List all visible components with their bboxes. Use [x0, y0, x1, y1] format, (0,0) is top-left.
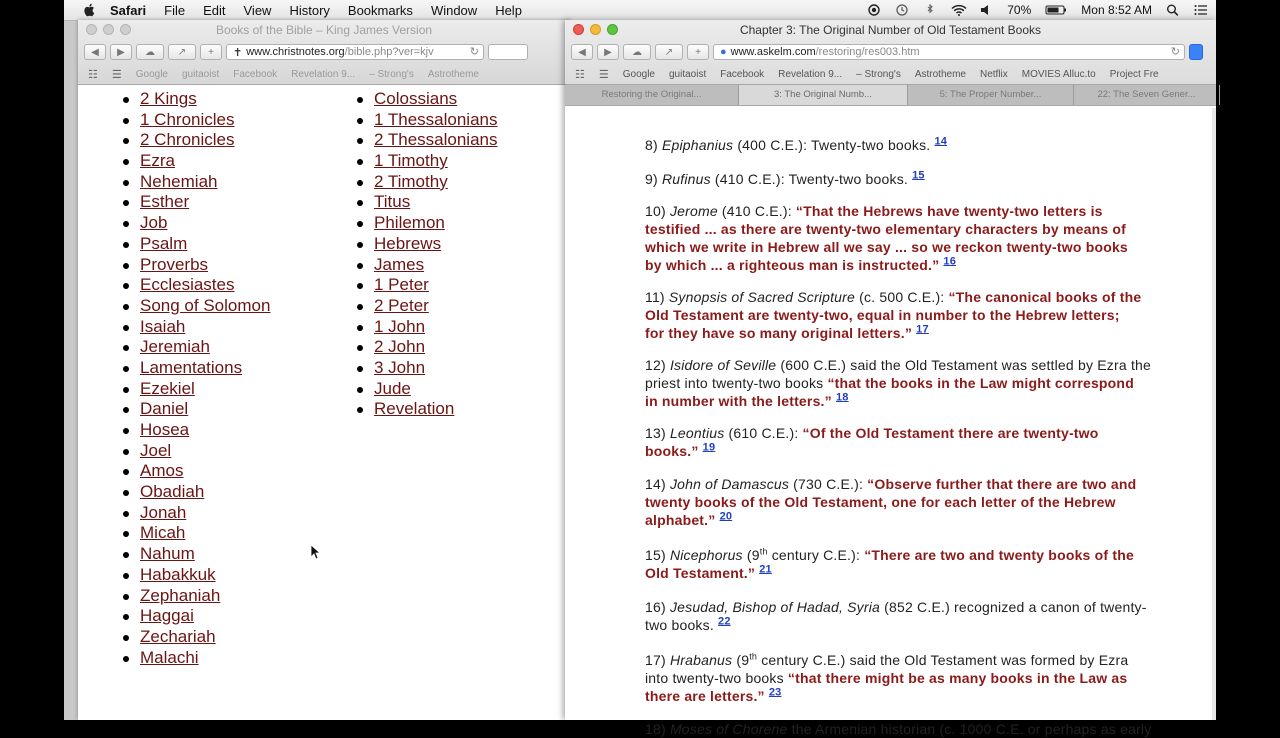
quote-text: there are letters.” [645, 688, 765, 704]
book-list-item [374, 172, 498, 193]
book-link[interactable]: Habakkuk [140, 564, 216, 584]
bookmark-link[interactable]: Revelation 9... [778, 68, 843, 80]
book-link[interactable]: 1 Peter [374, 275, 429, 295]
book-link[interactable]: 2 Thessalonians [374, 130, 498, 150]
footnote-link[interactable]: 16 [943, 255, 957, 268]
book-link[interactable]: Colossians [374, 89, 458, 108]
book-list-item [374, 151, 498, 172]
footnote-link[interactable]: 15 [912, 169, 925, 182]
book-list-item [140, 110, 270, 131]
entry-number: 16) [645, 599, 666, 615]
book-list-item [140, 379, 270, 400]
footnote-link[interactable]: 20 [719, 510, 733, 523]
book-list-item [140, 192, 270, 213]
book-list-item [140, 586, 270, 607]
quote-text: for they have so many original letters.” [645, 325, 913, 341]
menubar-clock[interactable]: Mon 8:52 AM [1081, 3, 1152, 17]
close-button[interactable] [86, 24, 97, 35]
left-bookmarks-bar [78, 64, 570, 84]
quote-text: “There are two and twenty books of the [864, 547, 1134, 563]
entry-text: (610 C.E.): [724, 425, 803, 441]
right-window-controls [573, 24, 618, 35]
book-link[interactable]: 1 Timothy [374, 151, 448, 171]
url-path: /restoring/res003.htm [815, 46, 920, 58]
book-list-item [140, 213, 270, 234]
right-window-title: Chapter 3: The Original Number of Old Testament Books [739, 23, 1042, 37]
reload-icon[interactable]: ↻ [1170, 46, 1180, 58]
book-list-item [140, 255, 270, 276]
book-list-item [374, 255, 498, 276]
spotlight-search-icon[interactable] [1166, 4, 1180, 16]
new-testament-list [374, 89, 498, 420]
entry-text: the Armenian historian (c. 1000 C.E. or perhaps as early [787, 721, 1152, 737]
book-link[interactable]: Jude [374, 378, 411, 398]
menu-bookmarks[interactable]: Bookmarks [347, 2, 413, 18]
close-button[interactable] [573, 24, 584, 35]
book-list-item [374, 130, 498, 151]
quote-text: Old Testament.” [645, 565, 756, 581]
entry-text: (852 C.E.) recognized a canon of twenty- [880, 599, 1147, 615]
bookmark-link[interactable]: Facebook [720, 68, 765, 80]
address-bar[interactable] [713, 44, 1185, 60]
old-testament-list [140, 89, 270, 668]
quote-text: books.” [645, 443, 699, 459]
reader-button[interactable] [1189, 44, 1203, 60]
books-of-bible-list [78, 86, 570, 720]
record-icon[interactable] [867, 4, 881, 16]
back-button[interactable]: ◀ [571, 44, 593, 60]
author-name: Jerome [669, 203, 718, 219]
book-list-item [140, 399, 270, 420]
page-scrollbar[interactable] [1212, 108, 1216, 720]
list-item [645, 720, 1225, 738]
book-list-item [140, 648, 270, 669]
author-name: Rufinus [661, 171, 711, 187]
footnote-link[interactable]: 17 [916, 323, 929, 336]
author-name: Epiphanius [661, 137, 734, 153]
book-link[interactable]: James [374, 254, 425, 274]
entry-text: (400 C.E.): Twenty-two books. [733, 137, 935, 153]
book-link[interactable]: Nehemiah [140, 171, 218, 191]
author-name: Hrabanus [669, 652, 733, 668]
zoom-button[interactable] [607, 24, 618, 35]
quote-text: “that there might be as many books in the Law as [787, 670, 1128, 686]
book-list-item [140, 172, 270, 193]
icloud-tabs-button[interactable]: ☁ [623, 44, 651, 60]
book-list-item [374, 317, 498, 338]
book-link[interactable]: 3 John [374, 357, 426, 377]
book-link[interactable]: 2 Timothy [374, 171, 448, 191]
list-item [645, 475, 1225, 529]
url-host: www.askelm.com [730, 46, 816, 58]
book-list-item [374, 275, 498, 296]
list-item [645, 424, 1225, 460]
list-item [645, 136, 1225, 154]
reading-list-icon[interactable]: ☷ [575, 68, 585, 81]
book-link[interactable]: 2 Kings [140, 89, 197, 108]
book-list-item [140, 523, 270, 544]
book-list-item [374, 234, 498, 255]
menu-view[interactable]: View [243, 2, 272, 18]
footnote-link[interactable]: 23 [768, 686, 782, 699]
reading-list-icon[interactable]: ☷ [88, 68, 98, 81]
list-item [645, 356, 1225, 410]
book-list-item [140, 151, 270, 172]
right-window-titlebar [565, 20, 1216, 40]
book-link[interactable]: Haggai [140, 606, 194, 626]
book-list-item [140, 565, 270, 586]
menu-bar [64, 0, 1216, 21]
left-window-titlebar [78, 20, 570, 40]
book-list-item [140, 234, 270, 255]
footnote-link[interactable]: 14 [934, 135, 948, 148]
right-browser-window [565, 20, 1216, 737]
book-link[interactable]: Proverbs [140, 254, 209, 274]
author-name: Leontius [669, 425, 725, 441]
book-link[interactable]: Daniel [140, 399, 189, 419]
share-button[interactable]: ↗ [655, 44, 683, 60]
entry-number: 12) [645, 357, 666, 373]
quote-text: “Of the Old Testament there are twenty-two [802, 425, 1099, 441]
share-button[interactable]: ↗ [168, 44, 196, 60]
quote-text: “That the Hebrews have twenty-two letters is [795, 203, 1103, 219]
entry-number: 15) [645, 547, 666, 563]
book-list-item [140, 544, 270, 565]
book-link[interactable]: 2 John [374, 337, 426, 357]
book-list-item [374, 89, 498, 110]
entry-text: (410 C.E.): Twenty-two books. [710, 171, 913, 187]
book-link[interactable]: 1 John [374, 316, 426, 336]
book-list-item [140, 606, 270, 627]
book-link[interactable]: Ezra [140, 151, 175, 171]
book-link[interactable]: Revelation [374, 399, 455, 419]
list-item [645, 288, 1225, 342]
ordinal-suffix: th [749, 651, 758, 662]
book-list-item [374, 213, 498, 234]
left-browser-window [78, 20, 570, 720]
zoom-button[interactable] [120, 24, 131, 35]
book-list-item [374, 399, 498, 420]
entry-text: priest into twenty-two books [645, 375, 828, 391]
book-list-item [140, 317, 270, 338]
entry-text: into twenty-two books [645, 670, 788, 686]
book-list-item [140, 358, 270, 379]
quote-text: “Observe further that there are two and [867, 476, 1137, 492]
entry-text: century C.E.) said the Old Testament was formed by Ezra [757, 652, 1129, 668]
battery-icon[interactable] [1045, 4, 1067, 16]
book-list-item [374, 110, 498, 131]
book-link[interactable]: Hebrews [374, 233, 442, 253]
bookmark-link[interactable]: guitaoist [669, 68, 707, 80]
author-name: Synopsis of Sacred Scripture [668, 289, 856, 305]
volume-icon[interactable] [979, 4, 993, 16]
tab-restoring[interactable]: Restoring the Original... [565, 85, 739, 105]
book-link[interactable]: Jonah [140, 502, 187, 522]
book-list-item [140, 275, 270, 296]
wifi-icon[interactable] [951, 4, 965, 16]
book-link[interactable]: Lamentations [140, 357, 243, 377]
footnote-link[interactable]: 22 [718, 615, 731, 628]
forward-button[interactable]: ▶ [597, 44, 619, 60]
new-tab-button[interactable]: + [687, 44, 709, 60]
author-name: Jesudad, Bishop of Hadad, Syria [669, 599, 881, 615]
minimize-button[interactable] [590, 24, 601, 35]
site-favicon-icon: ✝ [233, 46, 243, 59]
book-link[interactable]: 1 Thessalonians [374, 109, 498, 129]
entry-text: (730 C.E.): [789, 476, 868, 492]
bookmark-link[interactable]: Google [135, 68, 168, 80]
icloud-tabs-button[interactable]: ☁ [136, 44, 164, 60]
bookmark-link[interactable]: – Strong's [856, 68, 901, 80]
left-window-controls [86, 24, 131, 35]
quote-text: alphabet.” [645, 512, 716, 528]
book-list-item [140, 627, 270, 648]
book-list-item [140, 503, 270, 524]
book-link[interactable]: Philemon [374, 213, 445, 233]
tab-proper-number[interactable]: 5: The Proper Number... [908, 85, 1074, 105]
bookmark-link[interactable]: Project Fre [1109, 68, 1159, 80]
book-list-item [374, 379, 498, 400]
book-list-item [374, 358, 498, 379]
footnote-link[interactable]: 19 [702, 441, 716, 454]
book-link[interactable]: Song of Solomon [140, 295, 271, 315]
book-list-item [140, 461, 270, 482]
footnote-link[interactable]: 21 [759, 563, 772, 576]
book-link[interactable]: Job [140, 213, 168, 233]
tab-original-number[interactable]: 3: The Original Numb... [739, 85, 908, 105]
book-list-item [140, 296, 270, 317]
author-name: Moses of Chorene [669, 721, 788, 737]
quote-text: testified ... as there are twenty-two elementary characters by means of [645, 221, 1127, 237]
left-window-title: Books of the Bible – King James Version [215, 23, 433, 37]
battery-percent[interactable]: 70% [1007, 3, 1032, 17]
book-list-item [374, 192, 498, 213]
book-list-item [140, 337, 270, 358]
right-window-chrome [565, 20, 1216, 106]
mouse-cursor-icon [310, 544, 320, 560]
minimize-button[interactable] [103, 24, 114, 35]
entry-number: 9) [645, 171, 658, 187]
entry-number: 10) [645, 203, 666, 219]
entry-text: (9 [742, 547, 760, 563]
book-link[interactable]: Joel [140, 440, 172, 460]
entry-text: (600 C.E.) said the Old Testament was settled by Ezra the [776, 357, 1152, 373]
quote-text: twenty books of the Old Testament, one for each letter of the Hebrew [645, 494, 1116, 510]
book-link[interactable]: 1 Chronicles [140, 109, 235, 129]
book-link[interactable]: Titus [374, 192, 411, 212]
quote-text: “that the books in the Law might correspond [827, 375, 1134, 391]
entry-number: 8) [645, 137, 658, 153]
book-link[interactable]: Ecclesiastes [140, 275, 235, 295]
ordinal-suffix: th [759, 546, 768, 557]
quote-text: by which ... a righteous man is instructed.” [645, 257, 940, 273]
forward-button[interactable]: ▶ [110, 44, 132, 60]
bookmark-link[interactable]: Netflix [979, 68, 1008, 80]
desktop [64, 0, 1216, 737]
menu-file[interactable]: File [164, 2, 186, 18]
book-list-item [140, 441, 270, 462]
bookmark-link[interactable]: Revelation 9... [291, 68, 356, 80]
notification-center-icon[interactable] [1194, 4, 1208, 16]
menu-history[interactable]: History [289, 2, 330, 18]
list-item [645, 202, 1225, 274]
entry-text: (c. 500 C.E.): [855, 289, 949, 305]
new-tab-button[interactable]: + [200, 44, 222, 60]
menu-help[interactable]: Help [495, 2, 522, 18]
search-field[interactable] [488, 44, 528, 60]
book-list-item [140, 89, 270, 110]
time-machine-icon[interactable] [895, 4, 909, 16]
book-link[interactable]: Zephaniah [140, 585, 221, 605]
back-button[interactable]: ◀ [84, 44, 106, 60]
bookmarks-icon[interactable]: ☰ [598, 68, 609, 81]
entry-number: 13) [645, 425, 666, 441]
entry-number: 17) [645, 652, 666, 668]
book-link[interactable]: Ezekiel [140, 378, 195, 398]
article-content [565, 108, 1216, 737]
book-link[interactable]: Psalm [140, 233, 188, 253]
bookmark-link[interactable]: MOVIES Alluc.to [1021, 68, 1096, 80]
book-link[interactable]: Jeremiah [140, 337, 210, 357]
bookmark-link[interactable]: Astrotheme [427, 68, 479, 80]
book-list-item [374, 337, 498, 358]
entry-text: (410 C.E.): [717, 203, 796, 219]
tab-seven-generations[interactable]: 22: The Seven Gener... [1074, 85, 1220, 105]
quote-text: in number with the letters.” [645, 393, 832, 409]
menu-window[interactable]: Window [430, 2, 478, 18]
right-bookmarks-bar [565, 64, 1216, 84]
right-toolbar [565, 40, 1216, 64]
book-link[interactable]: Nahum [140, 544, 195, 564]
menu-edit[interactable]: Edit [203, 2, 226, 18]
entry-text: two books. [645, 617, 719, 633]
left-toolbar [78, 40, 570, 64]
book-link[interactable]: Zechariah [140, 626, 216, 646]
url-host: www.christnotes.org [246, 46, 345, 58]
bookmark-link[interactable]: Facebook [233, 68, 278, 80]
book-link[interactable]: 2 Chronicles [140, 130, 235, 150]
entry-text: century C.E.): [767, 547, 865, 563]
book-link[interactable]: Obadiah [140, 482, 205, 502]
author-name: Isidore of Seville [669, 357, 777, 373]
quote-text: which we write in Hebrew all we say ... so we reckon twenty-two books [645, 239, 1128, 255]
author-name: Nicephorus [669, 547, 743, 563]
bookmarks-icon[interactable]: ☰ [111, 68, 122, 81]
entry-number: 11) [645, 289, 665, 305]
author-name: John of Damascus [669, 476, 790, 492]
list-item [645, 546, 1225, 582]
left-window-chrome [78, 20, 570, 85]
book-link[interactable]: 2 Peter [374, 295, 429, 315]
bookmark-link[interactable]: – Strong's [369, 68, 414, 80]
bookmark-link[interactable]: guitaoist [182, 68, 220, 80]
apple-menu-icon[interactable] [82, 3, 96, 17]
list-item [645, 651, 1225, 705]
menu-extras [867, 0, 1208, 20]
reload-icon[interactable]: ↻ [469, 46, 479, 58]
menu-app-name[interactable]: Safari [110, 2, 147, 18]
book-link[interactable]: Esther [140, 192, 190, 212]
entry-number: 18) [645, 721, 666, 737]
book-link[interactable]: Amos [140, 461, 184, 481]
bookmark-link[interactable]: Google [622, 68, 655, 80]
book-link[interactable]: Malachi [140, 647, 199, 667]
quote-text: “The canonical books of the [948, 289, 1142, 305]
book-link[interactable]: Isaiah [140, 316, 186, 336]
book-link[interactable]: Hosea [140, 420, 190, 439]
tab-bar [565, 84, 1216, 105]
list-item [645, 598, 1225, 634]
book-list-item [140, 420, 270, 441]
book-link[interactable]: Micah [140, 523, 186, 543]
entry-number: 14) [645, 476, 666, 492]
address-bar[interactable] [226, 44, 484, 60]
url-path: /bible.php?ver=kjv [344, 46, 434, 58]
bookmark-link[interactable]: Astrotheme [914, 68, 966, 80]
bluetooth-icon[interactable] [923, 4, 937, 16]
book-list-item [140, 130, 270, 151]
book-list-item [140, 482, 270, 503]
quote-text: Old Testament are twenty-two, equal in number to the Hebrew letters; [645, 307, 1120, 323]
footnote-link[interactable]: 18 [835, 391, 849, 404]
entry-text: (9 [732, 652, 750, 668]
book-list-item [374, 296, 498, 317]
globe-icon: ● [720, 46, 727, 58]
list-item [645, 170, 1225, 188]
